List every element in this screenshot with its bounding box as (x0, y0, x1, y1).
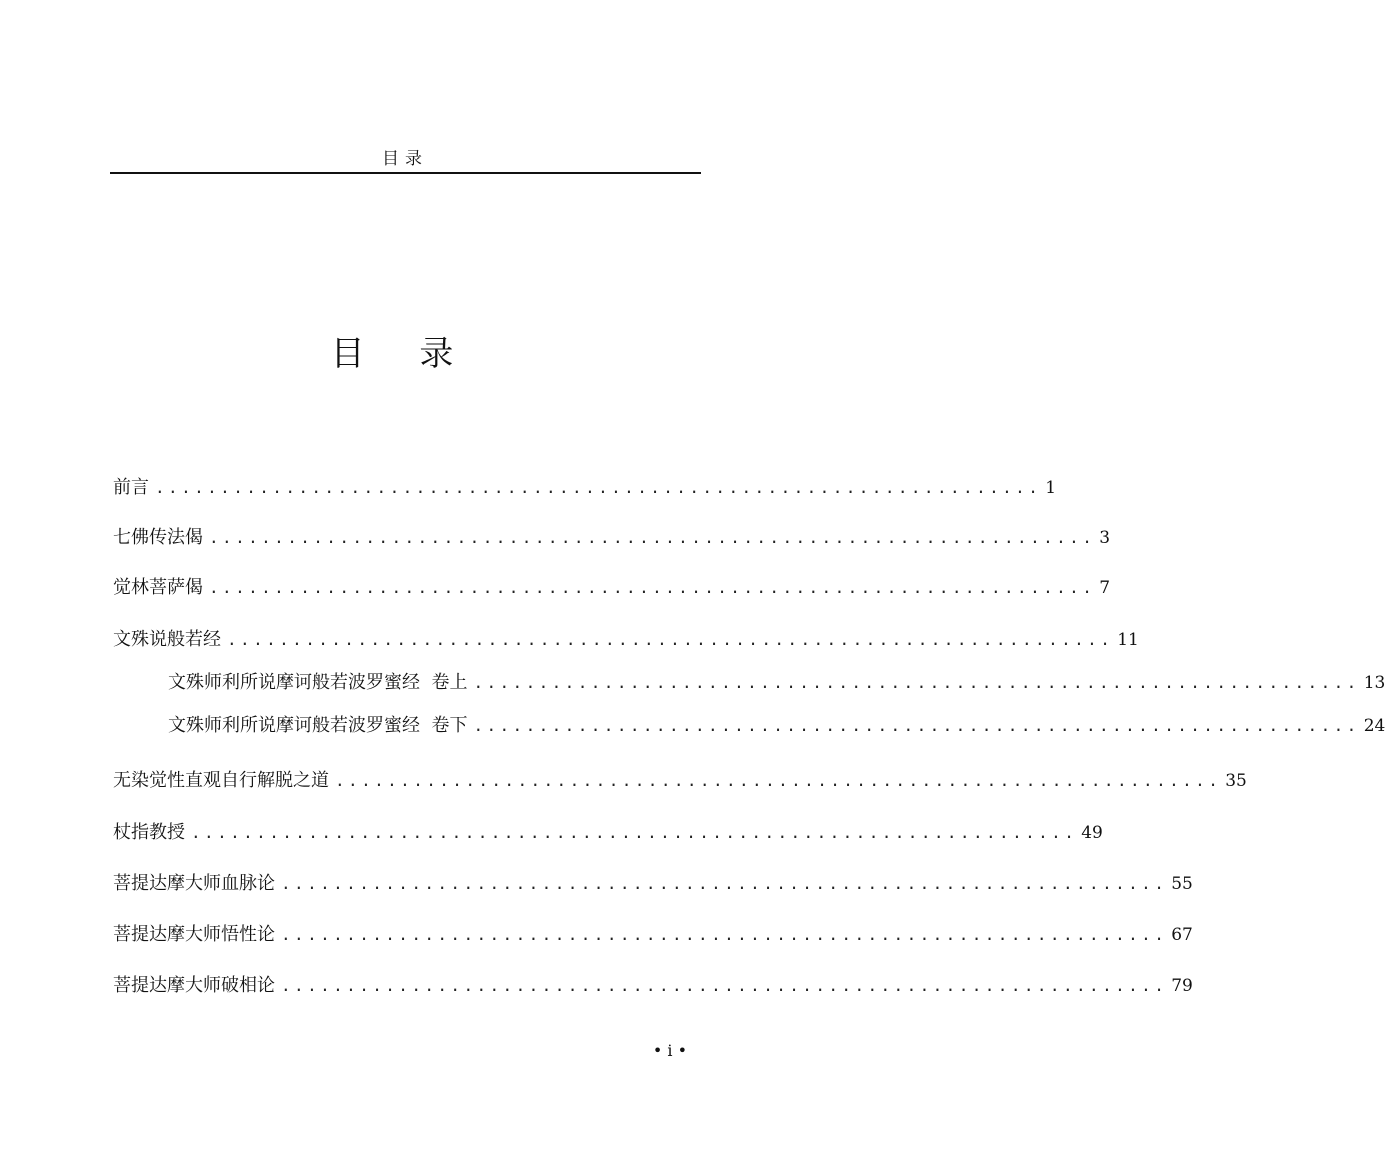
leader-dots: .................................................................... (281, 874, 1168, 893)
toc-entry-page: 7 (1099, 578, 1111, 598)
leader-dots: .................................................................... (281, 976, 1168, 995)
toc-entry-page: 24 (1363, 716, 1385, 736)
leader-dots: .................................................................... (473, 716, 1360, 735)
leader-dots: .................................................................... (281, 925, 1168, 944)
toc-entry[interactable] (113, 628, 1139, 652)
toc-entry-page: 11 (1117, 630, 1139, 650)
toc-entry-label: 文殊师利所说摩诃般若波罗蜜经 卷上 (168, 672, 468, 693)
toc-entry-label: 觉林菩萨偈 (113, 577, 203, 598)
toc-title: 目 录 (330, 334, 476, 374)
toc-entry-label: 文殊师利所说摩诃般若波罗蜜经 卷下 (168, 715, 468, 736)
leader-dots: .................................................................... (191, 823, 1078, 842)
leader-dots: .................................................................... (335, 771, 1222, 790)
toc-entry[interactable] (113, 923, 1193, 947)
toc-entry-page: 55 (1171, 874, 1193, 894)
header-rule (110, 172, 701, 174)
toc-entry-page: 79 (1171, 976, 1193, 996)
toc-entry-label: 杖指教授 (113, 822, 185, 843)
toc-entry-label: 七佛传法偈 (113, 527, 203, 548)
toc-entry-page: 49 (1081, 823, 1103, 843)
toc-entry[interactable] (113, 476, 1057, 500)
toc-subentry[interactable] (168, 671, 1385, 695)
toc-entry-page: 13 (1363, 673, 1385, 693)
toc-entry-label: 菩提达摩大师血脉论 (113, 873, 275, 894)
leader-dots: .................................................................... (209, 528, 1096, 547)
leader-dots: .................................................................... (227, 630, 1114, 649)
page-number: • i • (652, 1041, 688, 1060)
toc-entry-label: 文殊说般若经 (113, 629, 221, 650)
toc-subentry[interactable] (168, 714, 1385, 738)
toc-entry[interactable] (113, 769, 1247, 793)
toc-entry[interactable] (113, 872, 1193, 896)
toc-entry-page: 35 (1225, 771, 1247, 791)
toc-entry[interactable] (113, 821, 1103, 845)
toc-entry-page: 1 (1045, 478, 1057, 498)
toc-entry-page: 3 (1099, 528, 1111, 548)
toc-entry-label: 无染觉性直观自行解脱之道 (113, 770, 329, 791)
toc-entry-label: 前言 (113, 477, 149, 498)
toc-entry-label: 菩提达摩大师破相论 (113, 975, 275, 996)
running-header: 目录 (382, 149, 428, 169)
leader-dots: .................................................................... (155, 478, 1042, 497)
toc-entry-page: 67 (1171, 925, 1193, 945)
leader-dots: .................................................................... (473, 673, 1360, 692)
toc-entry-label: 菩提达摩大师悟性论 (113, 924, 275, 945)
toc-entry[interactable] (113, 526, 1111, 550)
toc-entry[interactable] (113, 576, 1111, 600)
leader-dots: .................................................................... (209, 578, 1096, 597)
toc-entry[interactable] (113, 974, 1193, 998)
